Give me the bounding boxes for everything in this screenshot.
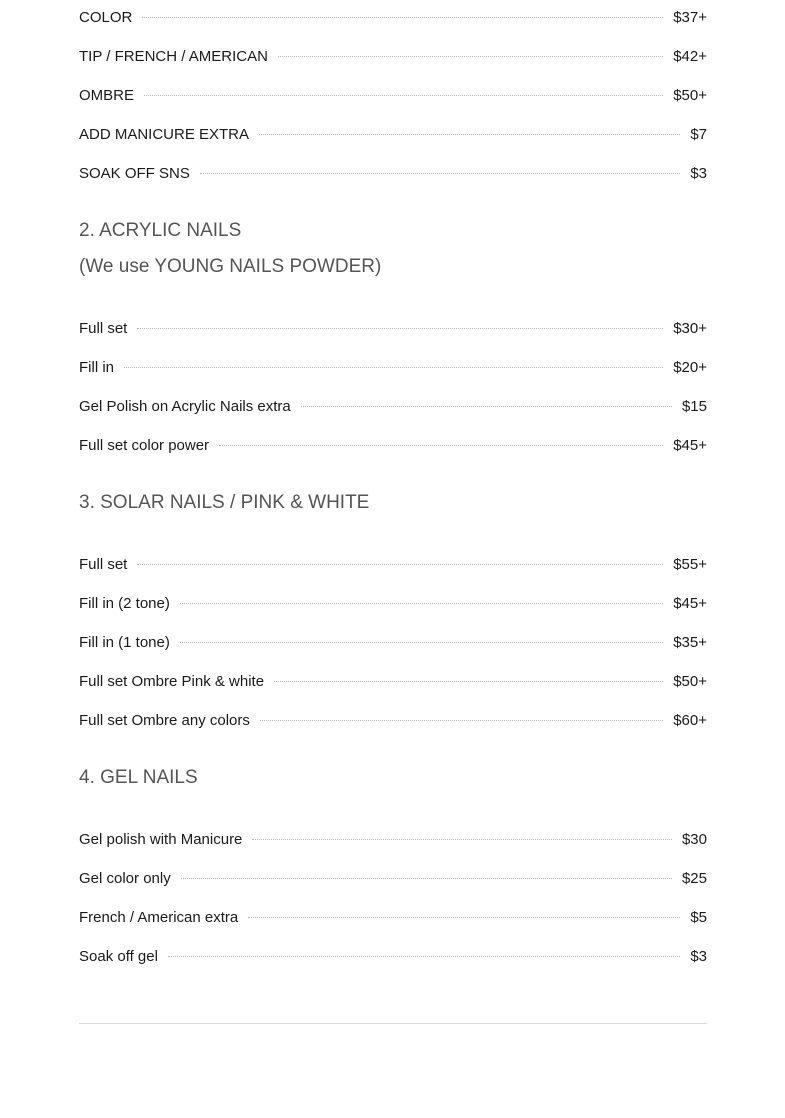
item-name: Fill in xyxy=(79,359,115,376)
menu-item xyxy=(79,623,707,662)
price-menu xyxy=(79,0,707,976)
solar-items-list xyxy=(79,545,707,740)
dotted-leader xyxy=(181,878,672,879)
item-price: $5 xyxy=(690,909,707,926)
menu-item xyxy=(79,154,707,193)
item-name: Fill in (1 tone) xyxy=(79,634,170,651)
menu-item xyxy=(79,0,707,37)
item-price: $3 xyxy=(690,948,707,965)
item-price: $50+ xyxy=(673,673,707,690)
menu-item xyxy=(79,820,707,859)
dotted-leader xyxy=(137,328,663,329)
item-price: $20+ xyxy=(673,359,707,376)
item-price: $45+ xyxy=(673,437,707,454)
menu-item xyxy=(79,937,707,976)
section-acrylic-header xyxy=(79,213,707,285)
item-name: Soak off gel xyxy=(79,948,158,965)
section-title: 4. GEL NAILS xyxy=(79,767,198,788)
item-price: $3 xyxy=(690,165,707,182)
item-name: Full set color power xyxy=(79,437,210,454)
menu-item xyxy=(79,584,707,623)
menu-item xyxy=(79,348,707,387)
dotted-leader xyxy=(252,839,672,840)
menu-item xyxy=(79,662,707,701)
dotted-leader xyxy=(219,445,663,446)
item-price: $37+ xyxy=(673,9,707,26)
section-solar-header xyxy=(79,485,707,521)
menu-item xyxy=(79,387,707,426)
item-price: $15 xyxy=(681,398,707,415)
item-name: Full set Ombre Pink & white xyxy=(79,673,265,690)
section-title: 3. SOLAR NAILS / PINK & WHITE xyxy=(79,492,370,513)
item-name: Full set xyxy=(79,320,128,337)
item-name: TIP / FRENCH / AMERICAN xyxy=(79,48,268,65)
menu-item xyxy=(79,37,707,76)
menu-item xyxy=(79,115,707,154)
gel-items-list xyxy=(79,820,707,976)
dotted-leader xyxy=(274,681,663,682)
dotted-leader xyxy=(259,134,680,135)
dotted-leader xyxy=(144,95,663,96)
item-name: Gel Polish on Acrylic Nails extra xyxy=(79,398,291,415)
section-gel-header xyxy=(79,760,707,796)
dotted-leader xyxy=(248,917,680,918)
item-name: Gel polish with Manicure xyxy=(79,831,243,848)
dotted-leader xyxy=(278,56,663,57)
item-name: Full set Ombre any colors xyxy=(79,712,250,729)
menu-item xyxy=(79,898,707,937)
item-name: SOAK OFF SNS xyxy=(79,165,190,182)
menu-item xyxy=(79,426,707,465)
item-price: $25 xyxy=(681,870,707,887)
menu-item xyxy=(79,76,707,115)
item-price: $30+ xyxy=(673,320,707,337)
item-price: $55+ xyxy=(673,556,707,573)
item-price: $35+ xyxy=(673,634,707,651)
footer-divider xyxy=(79,1023,707,1024)
acrylic-items-list xyxy=(79,309,707,465)
dotted-leader xyxy=(260,720,663,721)
item-name: Gel color only xyxy=(79,870,171,887)
item-price: $30 xyxy=(681,831,707,848)
dotted-leader xyxy=(142,17,663,18)
item-price: $7 xyxy=(690,126,707,143)
menu-item xyxy=(79,309,707,348)
top-items-list xyxy=(79,0,707,193)
item-name: French / American extra xyxy=(79,909,239,926)
item-price: $45+ xyxy=(673,595,707,612)
menu-item xyxy=(79,545,707,584)
dotted-leader xyxy=(168,956,680,957)
dotted-leader xyxy=(180,603,663,604)
item-price: $60+ xyxy=(673,712,707,729)
item-price: $42+ xyxy=(673,48,707,65)
item-name: COLOR xyxy=(79,9,133,26)
section-subtitle: (We use YOUNG NAILS POWDER) xyxy=(79,256,382,277)
item-name: ADD MANICURE EXTRA xyxy=(79,126,250,143)
item-name: Full set xyxy=(79,556,128,573)
dotted-leader xyxy=(200,173,680,174)
menu-item xyxy=(79,701,707,740)
dotted-leader xyxy=(124,367,663,368)
dotted-leader xyxy=(180,642,663,643)
item-name: Fill in (2 tone) xyxy=(79,595,170,612)
section-title: 2. ACRYLIC NAILS xyxy=(79,220,242,241)
dotted-leader xyxy=(137,564,663,565)
item-price: $50+ xyxy=(673,87,707,104)
item-name: OMBRE xyxy=(79,87,135,104)
menu-item xyxy=(79,859,707,898)
dotted-leader xyxy=(301,406,672,407)
